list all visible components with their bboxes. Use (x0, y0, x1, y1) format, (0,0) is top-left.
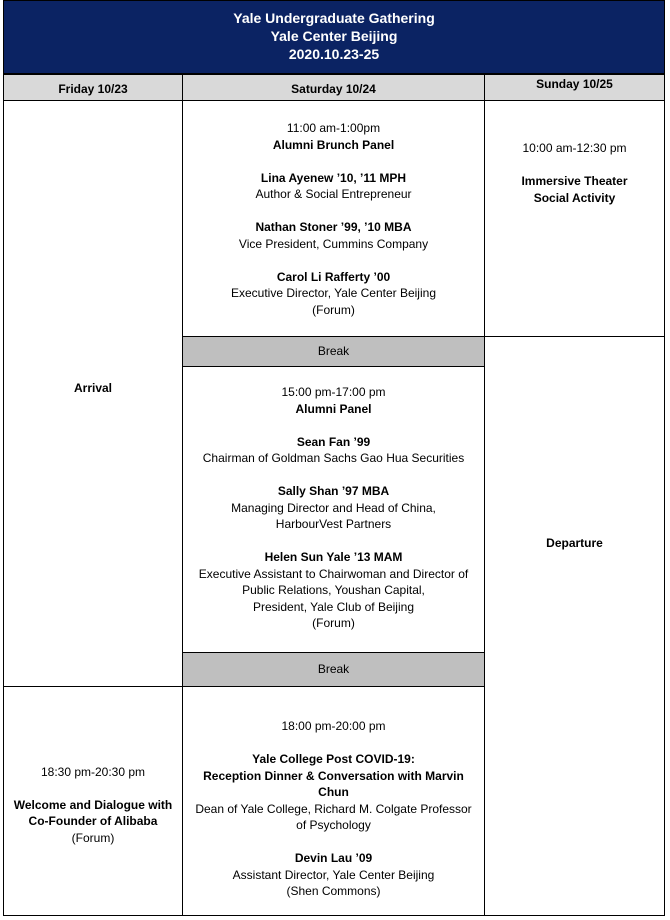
speaker-role: Author & Social Entrepreneur (255, 187, 412, 201)
dinner-role-1: Dean of Yale College, Richard M. Colgate Professor (195, 801, 472, 816)
dinner-title-1: Yale College Post COVID-19: (252, 752, 415, 766)
sunday-departure-cell (484, 336, 665, 916)
brunch-location: (Forum) (312, 302, 355, 317)
speaker-role: HarbourVest Partners (275, 517, 392, 531)
saturday-panel-cell (182, 366, 485, 653)
speaker-name: Sally Shan ’97 MBA (277, 484, 390, 498)
speaker-role: President, Yale Club of Beijing (253, 599, 414, 614)
dinner-title-3: Chun (318, 785, 349, 799)
panel-title: Alumni Panel (295, 401, 372, 416)
arrival-label: Arrival (73, 381, 113, 396)
day-header-saturday (182, 74, 485, 101)
event-dates: 2020.10.23-25 (288, 46, 380, 62)
day-label-saturday: Saturday 10/24 (291, 82, 376, 96)
friday-evening-location: (Forum) (71, 830, 115, 845)
friday-arrival-cell (3, 100, 183, 687)
event-venue: Yale Center Beijing (270, 28, 398, 44)
speaker-role: Managing Director and Head of China, (231, 500, 436, 515)
speaker-name: Nathan Stoner ’99, ’10 MBA (255, 220, 412, 234)
saturday-dinner-cell (182, 686, 485, 916)
day-label-sunday: Sunday 10/25 (536, 77, 613, 91)
panel-location: (Forum) (312, 616, 355, 630)
friday-evening-time: 18:30 pm-20:30 pm (40, 764, 146, 779)
saturday-brunch-cell (182, 100, 485, 337)
sunday-morning-cell (484, 100, 665, 337)
speaker-role: Vice President, Cummins Company (238, 236, 429, 251)
dinner-time: 18:00 pm-20:00 pm (281, 719, 386, 733)
friday-evening-title-2: Co-Founder of Alibaba (28, 814, 158, 829)
speaker-role: Chairman of Goldman Sachs Gao Hua Securities (202, 451, 465, 465)
break-label: Break (317, 662, 350, 677)
speaker-name: Helen Sun Yale ’13 MAM (264, 550, 403, 564)
dinner-location: (Shen Commons) (286, 884, 381, 898)
break-row-1 (182, 336, 485, 367)
speaker-role: Executive Assistant to Chairwoman and Director of (198, 566, 469, 581)
sunday-morning-title-2: Social Activity (533, 190, 616, 205)
event-title: Yale Undergraduate Gathering (233, 10, 435, 26)
speaker-name: Lina Ayenew ’10, ’11 MPH (260, 170, 407, 185)
day-header-friday (3, 74, 183, 101)
schedule-table (3, 0, 665, 916)
speaker-name: Sean Fan ’99 (296, 434, 371, 449)
brunch-title: Alumni Brunch Panel (272, 137, 395, 152)
speaker-role: Public Relations, Youshan Capital, (242, 583, 425, 597)
sunday-morning-time: 10:00 am-12:30 pm (522, 141, 627, 155)
departure-label: Departure (546, 535, 603, 550)
dinner-role-2: of Psychology (296, 818, 371, 832)
break-label: Break (317, 344, 350, 359)
speaker-role: Executive Director, Yale Center Beijing (231, 286, 436, 300)
friday-evening-title-1: Welcome and Dialogue with (13, 797, 173, 812)
speaker-name: Carol Li Rafferty ’00 (276, 269, 391, 284)
day-header-sunday (484, 74, 665, 101)
brunch-time: 11:00 am-1:00pm (286, 121, 381, 135)
break-row-2 (182, 652, 485, 687)
sunday-morning-title-1: Immersive Theater (521, 174, 628, 188)
dinner-title-2: Reception Dinner & Conversation with Marvin (203, 768, 464, 783)
speaker-name: Devin Lau ’09 (294, 851, 373, 865)
day-label-friday: Friday 10/23 (58, 82, 128, 96)
speaker-role: Assistant Director, Yale Center Beijing (232, 867, 435, 882)
friday-evening-cell (3, 686, 183, 916)
panel-time: 15:00 pm-17:00 pm (281, 385, 386, 399)
schedule-header (3, 0, 665, 74)
